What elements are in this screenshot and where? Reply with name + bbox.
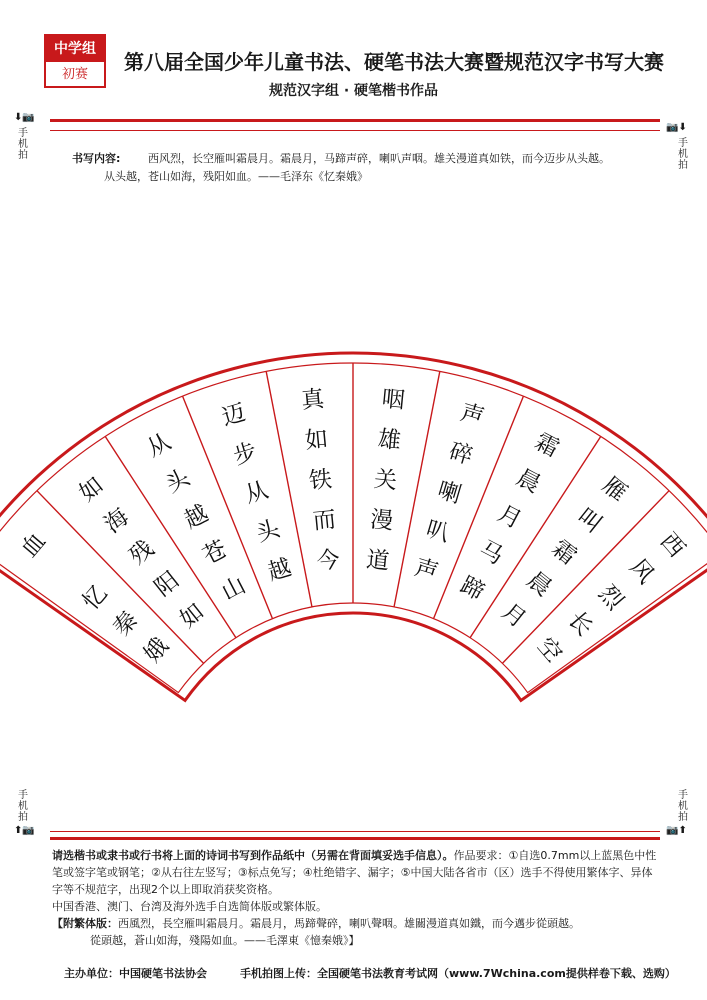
- camera-icon-bottom-right: 📷⬆: [666, 825, 687, 836]
- traditional-text-2: 從頭越，蒼山如海，殘陽如血。——毛澤東《憶秦娥》】: [90, 934, 360, 947]
- fan-character: 如: [303, 426, 330, 455]
- fan-character: 声: [411, 554, 442, 587]
- content-line-2: 从头越，苍山如海，残阳如血。——毛泽东《忆秦娥》: [104, 170, 368, 183]
- fan-character: 晨: [511, 464, 545, 499]
- fan-character: 血: [16, 528, 52, 563]
- fan-character: 忆: [77, 580, 113, 616]
- fan-character: 咽: [380, 386, 406, 415]
- fan-character: 蹄: [456, 572, 489, 606]
- fan-character: 风: [624, 554, 659, 589]
- page-title: 第八届全国少年儿童书法、硬笔书法大赛暨规范汉字书写大赛: [124, 50, 664, 74]
- fan-character: 碎: [446, 438, 476, 470]
- fan-character: 雁: [597, 472, 632, 507]
- camera-icon-top-left: ⬇📷: [14, 112, 35, 123]
- fan-character: 如: [74, 472, 109, 507]
- fan-character: 霜: [546, 535, 582, 571]
- fan-character: 越: [264, 554, 295, 587]
- fan-character: 从: [242, 477, 272, 509]
- fan-character: 铁: [307, 466, 334, 495]
- fan-character: 如: [175, 598, 210, 634]
- fan-character: 关: [372, 466, 399, 495]
- fan-character: 阳: [150, 566, 185, 602]
- fan-character: 西: [654, 528, 690, 563]
- traditional-text: 西風烈，長空雁叫霜晨月。霜晨月，馬蹄聲碎，喇叭聲咽。雄關漫道真如鐵，而今邁步從頭越。: [118, 917, 580, 930]
- fan-character: 娥: [139, 633, 175, 668]
- photo-label-top-right: 手机拍: [678, 138, 688, 171]
- fan-character: 头: [253, 515, 283, 548]
- fan-character: 声: [457, 399, 487, 432]
- fan-character: 叭: [423, 515, 453, 548]
- fan-character: 真: [300, 386, 326, 415]
- fan-character: 道: [365, 546, 391, 576]
- fan-character: 越: [180, 500, 213, 535]
- fan-character: 喇: [434, 477, 464, 509]
- fan-character: 烈: [593, 580, 629, 616]
- photo-label-bottom-left: 手机拍: [18, 790, 28, 823]
- fan-character: 苍: [198, 536, 232, 570]
- page-subtitle: 规范汉字组 · 硬笔楷书作品: [268, 83, 439, 99]
- bottom-rule-thin: [50, 831, 660, 832]
- traditional-label: 【附繁体版：: [52, 917, 118, 930]
- fan-character: 从: [142, 428, 176, 463]
- fan-character: 步: [230, 438, 260, 470]
- fan-character: 山: [217, 572, 250, 606]
- content-label: 书写内容:: [72, 152, 121, 165]
- content-line-1: 西风烈，长空雁叫霜晨月。霜晨月，马蹄声碎，喇叭声咽。雄关漫道真如铁，而今迈步从头越。: [148, 152, 610, 165]
- fan-character: 迈: [219, 399, 249, 432]
- camera-icon-bottom-left: ⬆📷: [14, 825, 35, 836]
- requirements-head: 请选楷书或隶书或行书将上面的诗词书写到作品纸中（另需在背面填妥选手信息）。: [52, 849, 454, 862]
- organizer: 主办单位：中国硬笔书法协会: [64, 967, 207, 980]
- fan-character: 雄: [376, 426, 403, 455]
- requirements-body: 作品要求：①自选0.7mm以上蓝黑色中性笔或签字笔或钢笔；②从右往左竖写；③标点免写；④杜绝错字、漏字；⑤中国大陆各省市（区）选手不得使用繁体字、异体字等不规范字，出现2个以上即取消获奖资格。: [52, 849, 657, 896]
- requirements-hk-note: 中国香港、澳门、台湾及海外选手自选简体版或繁体版。: [52, 900, 327, 913]
- bottom-rule-thick: [50, 837, 660, 840]
- fan-character: 海: [99, 503, 134, 539]
- fan-character: 月: [496, 598, 531, 634]
- fan-character: 空: [531, 633, 567, 668]
- upload-info: 手机拍图上传：全国硬笔书法教育考试网（www.7Wchina.com提供样卷下载、选购）: [240, 967, 676, 980]
- fan-character: 残: [124, 535, 160, 571]
- fan-character: 马: [474, 536, 508, 570]
- fan-character: 月: [493, 500, 526, 535]
- photo-label-bottom-right: 手机拍: [678, 790, 688, 823]
- fan-character: 今: [315, 546, 341, 576]
- fan-character: 叫: [572, 503, 607, 539]
- fan-character: 漫: [368, 506, 395, 535]
- fan-character: 晨: [521, 566, 556, 602]
- fan-character: 长: [562, 606, 598, 642]
- group-badge-label: 中学组: [46, 36, 104, 62]
- fan-character: 头: [161, 464, 195, 499]
- fan-character: 霜: [530, 428, 564, 463]
- camera-icon-top-right: 📷⬇: [666, 122, 687, 133]
- fan-character: 而: [311, 506, 338, 535]
- requirements-block: [52, 847, 662, 949]
- fan-character: 秦: [108, 606, 144, 642]
- photo-label-top-left: 手机拍: [18, 128, 28, 161]
- round-badge-label: 初赛: [61, 67, 88, 82]
